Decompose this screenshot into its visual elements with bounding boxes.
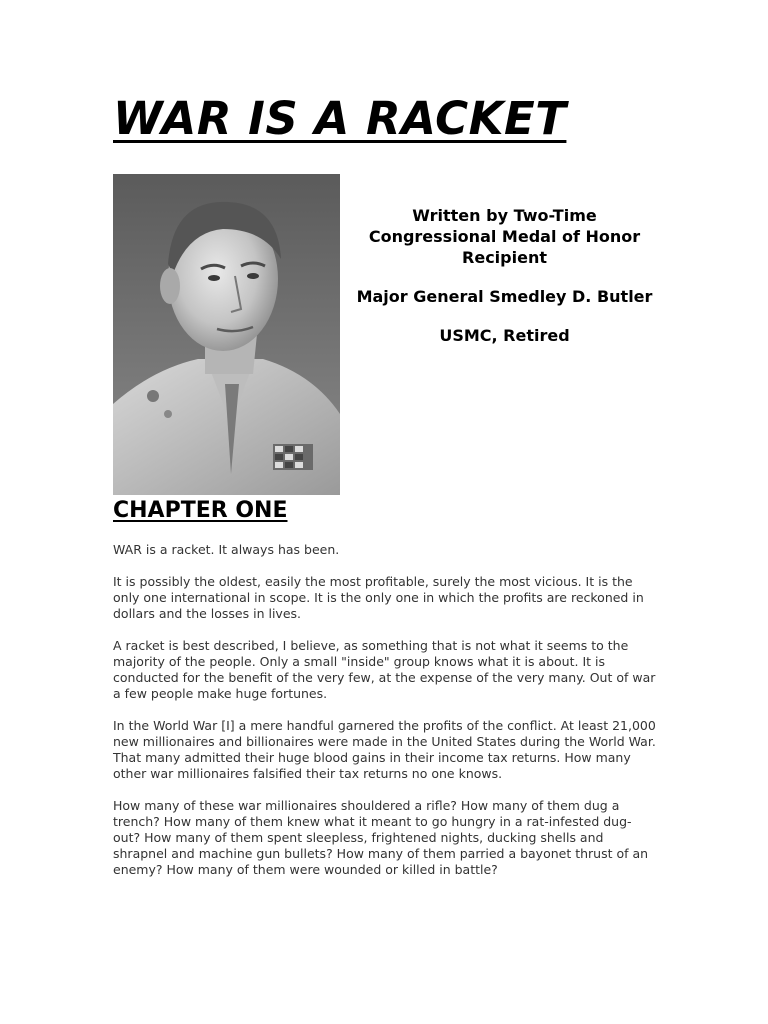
paragraph: In the World War [I] a mere handful garnered the profits of the conflict. At least 21,000 new millionaires and billionaires were made in the United States during the World War. That many admitted their huge blood gains in their income tax returns. How many other war millionaires falsified their tax returns no one knows.	[113, 718, 656, 781]
paragraph: How many of these war millionaires shouldered a rifle? How many of them dug a trench? How many of them knew what it meant to go hungry in a rat-infested dug-out? How many of them spent sleepless, frightened nights, ducking shells and shrapnel and machine gun bullets? How many of them parried a bayonet thrust of an enemy? How many of them were wounded or killed in battle?	[113, 798, 649, 877]
chapter-heading: CHAPTER ONE	[113, 498, 288, 523]
paragraph: WAR is a racket. It always has been.	[113, 542, 340, 557]
chapter-body	[113, 542, 658, 894]
author-byline	[352, 205, 657, 364]
author-portrait	[113, 174, 340, 495]
byline-award-line: Written by Two-Time Congressional Medal of Honor Recipient	[368, 206, 641, 267]
document-title: WAR IS A RACKET	[113, 92, 567, 145]
byline-author-name: Major General Smedley D. Butler	[356, 287, 653, 306]
byline-rank: USMC, Retired	[439, 326, 570, 345]
paragraph: It is possibly the oldest, easily the most profitable, surely the most vicious. It is the only one international in scope. It is the only one in which the profits are reckoned in dollars and the losses in lives.	[113, 574, 644, 621]
paragraph: A racket is best described, I believe, as something that is not what it seems to the majority of the people. Only a small "inside" group knows what it is about. It is conducted for the benefit of the very few, at the expense of the very many. Out of war a few people make huge fortunes.	[113, 638, 656, 701]
